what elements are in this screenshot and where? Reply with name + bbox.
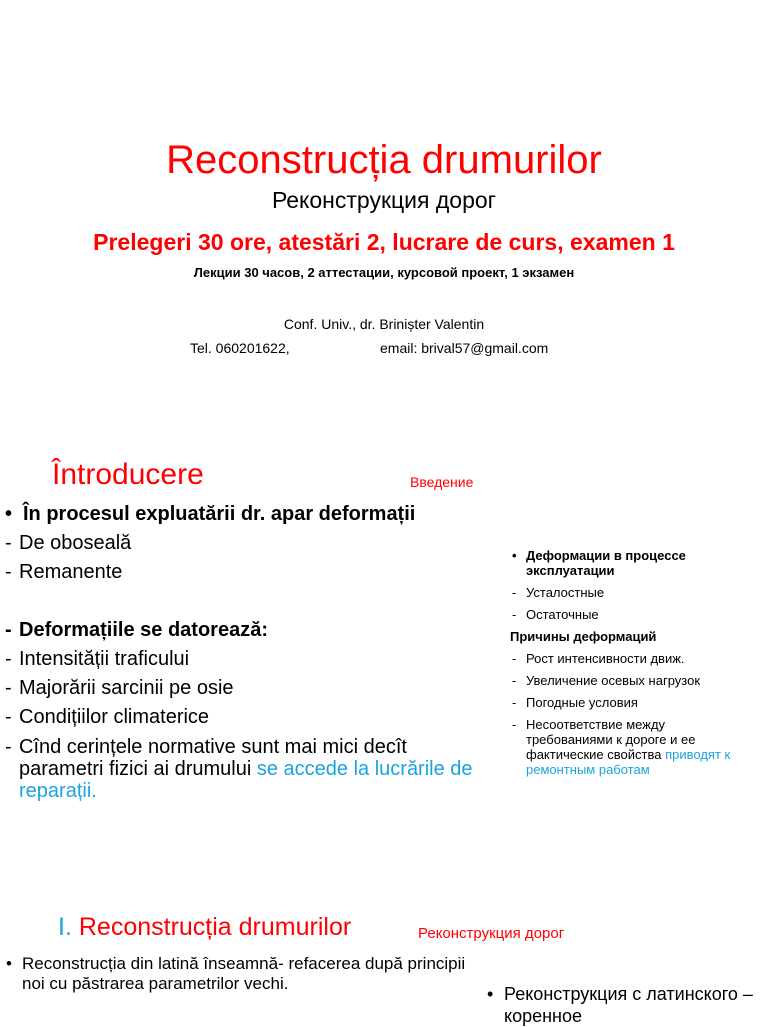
list-item <box>510 695 735 710</box>
list-item-text: Рост интенсивности движ. <box>526 651 685 666</box>
list-item-text: În procesul expluatării dr. apar deformații <box>23 503 416 525</box>
bullet-icon: • <box>6 954 12 973</box>
dash-icon: - <box>5 532 12 554</box>
reconstruction-definition-ro <box>6 954 476 994</box>
causes-heading-ru: Причины деформаций <box>510 629 657 644</box>
reconstruction-definition-ru <box>487 983 767 1027</box>
contact-line <box>0 340 768 360</box>
list-item <box>5 529 495 558</box>
dash-icon: - <box>5 677 12 699</box>
list-item-text: Реконструкция с латинского – коренное <box>504 984 753 1026</box>
deformations-list-ro <box>5 500 495 802</box>
intro-title: Întroducere <box>52 458 204 491</box>
list-item-text: Усталостные <box>526 585 605 600</box>
section-numeral: I. <box>58 913 72 941</box>
email-address[interactable]: email: brival57@gmail.com <box>380 340 549 356</box>
dash-icon: - <box>5 619 12 641</box>
dash-icon: - <box>5 736 12 758</box>
list-item-text: Несоответствие между требованиями к дороге и ее фактические свойства <box>526 717 696 762</box>
list-item-highlight: se accede la lucrările de reparații. <box>19 758 473 802</box>
list-item-text: Remanente <box>19 561 123 583</box>
list-item <box>5 732 495 802</box>
slide1-title: Reconstrucția drumurilor <box>166 138 602 182</box>
dash-icon: - <box>512 673 517 688</box>
list-item <box>5 558 495 587</box>
list-item-text: Intensității traficului <box>19 648 190 670</box>
course-summary-ro: Prelegeri 30 ore, atestări 2, lucrare de curs, examen 1 <box>93 229 675 255</box>
list-item-text: Cînd cerințele normative sunt mai mici decît parametri fizici ai drumului <box>19 736 407 780</box>
list-item-text: Condițiilor climaterice <box>19 706 210 728</box>
list-item-text: Deformațiile se datorează: <box>19 619 268 641</box>
list-item-text: Reconstrucția din latină înseamnă- refacerea după principii noi cu păstrarea parametrilor vechi. <box>22 954 466 993</box>
bullet-icon: • <box>5 503 13 525</box>
list-item <box>5 674 495 703</box>
list-item-text: Увеличение осевых нагрузок <box>526 673 701 688</box>
author-line: Conf. Univ., dr. Briniștеr Valentin <box>283 316 485 332</box>
list-item <box>510 585 735 600</box>
list-item-highlight: приводят к ремонтным работам <box>526 747 731 777</box>
list-item-text: Погодные условия <box>526 695 638 710</box>
deformations-list-ru <box>510 548 735 784</box>
reconstruction-title-text: Reconstrucția drumurilor <box>78 913 352 941</box>
list-item <box>510 548 735 578</box>
dash-icon: - <box>5 561 12 583</box>
list-item <box>6 954 476 994</box>
dash-icon: - <box>512 607 517 622</box>
reconstruction-title-ru: Реконструкция дорог <box>418 925 565 942</box>
bullet-icon: • <box>487 984 494 1004</box>
list-item <box>5 616 495 645</box>
list-item <box>510 607 735 622</box>
list-item-text: Деформации в процессе эксплуатации <box>526 548 686 578</box>
list-item <box>5 645 495 674</box>
dash-icon: - <box>512 695 517 710</box>
dash-icon: - <box>512 585 517 600</box>
bullet-icon: • <box>512 548 517 563</box>
dash-icon: - <box>5 648 12 670</box>
list-item <box>510 673 735 688</box>
slide1-subtitle-ru: Реконструкция дорог <box>271 187 497 213</box>
list-item-text: De oboseală <box>19 532 132 554</box>
intro-title-ru: Введение <box>410 474 474 490</box>
phone-number: Tel. 060201622, <box>190 340 290 356</box>
dash-icon: - <box>512 717 517 732</box>
list-item-text: Остаточные <box>526 607 599 622</box>
list-item <box>487 983 767 1027</box>
course-summary-ru: Лекции 30 часов, 2 аттестации, курсовой проект, 1 экзамен <box>193 265 575 280</box>
dash-icon: - <box>5 706 12 728</box>
list-item-text: Majorării sarcinii pe osie <box>19 677 234 699</box>
list-item <box>510 651 735 666</box>
list-item <box>5 500 495 529</box>
list-item <box>510 717 735 777</box>
reconstruction-title <box>58 913 351 942</box>
dash-icon: - <box>512 651 517 666</box>
list-item <box>5 703 495 732</box>
